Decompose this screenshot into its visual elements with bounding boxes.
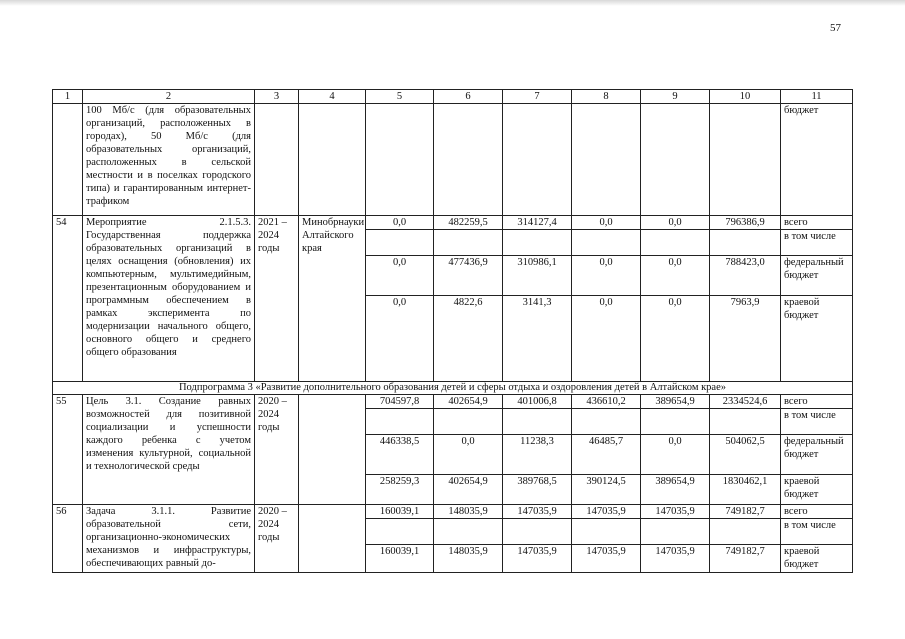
value-cell: 160039,1 <box>366 505 434 519</box>
row-number: 55 <box>53 395 83 505</box>
value-cell: 11238,3 <box>503 435 572 475</box>
value-cell <box>572 519 641 545</box>
value-cell: 147035,9 <box>641 505 710 519</box>
funding-source: краевой бюджет <box>781 475 853 505</box>
subprogram-row <box>53 382 853 395</box>
value-cell <box>434 409 503 435</box>
table-row <box>53 104 853 216</box>
value-cell: 477436,9 <box>434 256 503 296</box>
row-description: Задача 3.1.1. Развитие образовательной сети, организационно-экономических механизмов и инфраструктуры, обеспечивающих равный до- <box>83 505 255 573</box>
value-cell: 446338,5 <box>366 435 434 475</box>
value-cell: 310986,1 <box>503 256 572 296</box>
value-cell: 389768,5 <box>503 475 572 505</box>
value-cell: 7963,9 <box>710 296 781 382</box>
header-cell: 9 <box>641 90 710 104</box>
value-cell: 160039,1 <box>366 545 434 573</box>
value-cell <box>434 519 503 545</box>
row-number: 54 <box>53 216 83 382</box>
header-cell: 1 <box>53 90 83 104</box>
value-cell: 3141,3 <box>503 296 572 382</box>
value-cell: 749182,7 <box>710 505 781 519</box>
value-cell: 0,0 <box>641 256 710 296</box>
value-cell: 147035,9 <box>503 505 572 519</box>
row-description: Цель 3.1. Создание равных возможностей для позитивной социализации и успешности каждого ребенка с учетом изменения культурной, социальной и технологической среды <box>83 395 255 505</box>
header-cell: 2 <box>83 90 255 104</box>
header-cell: 10 <box>710 90 781 104</box>
funding-source: федеральный бюджет <box>781 435 853 475</box>
value-cell: 0,0 <box>572 296 641 382</box>
funding-source: краевой бюджет <box>781 296 853 382</box>
value-cell <box>572 409 641 435</box>
funding-source: краевой бюджет <box>781 545 853 573</box>
row-executor <box>299 395 366 505</box>
value-cell: 402654,9 <box>434 475 503 505</box>
row-description: 100 Мб/с (для образовательных организаций, расположенных в городах), 50 Мб/с (для образовательных организаций, расположенных в сельской местности и в поселках городского типа) и гарантированным интернет-трафиком <box>83 104 255 216</box>
funding-source: всего <box>781 505 853 519</box>
subprogram-title: Подпрограмма 3 «Развитие дополнительного образования детей и сферы отдыха и оздоровления детей в Алтайском крае» <box>53 382 853 395</box>
value-cell: 482259,5 <box>434 216 503 230</box>
value-cell <box>366 230 434 256</box>
funding-source: в том числе <box>781 409 853 435</box>
row-years: 2020 – 2024 годы <box>255 505 299 573</box>
header-cell: 11 <box>781 90 853 104</box>
value-cell: 0,0 <box>366 216 434 230</box>
value-cell <box>503 230 572 256</box>
header-cell: 4 <box>299 90 366 104</box>
value-cell <box>710 519 781 545</box>
value-cell: 314127,4 <box>503 216 572 230</box>
value-cell: 0,0 <box>572 216 641 230</box>
value-cell: 148035,9 <box>434 545 503 573</box>
header-cell: 6 <box>434 90 503 104</box>
row-description: Мероприятие 2.1.5.3. Государственная поддержка образовательных организаций в целях оснащения (обновления) их компьютерным, мультимедийным, презентационным оборудованием и программным обеспечением в рамках эксперимента по модернизации начального общего, основного общего и среднего общего образования <box>83 216 255 382</box>
table-row <box>53 216 853 230</box>
value-cell: 0,0 <box>366 296 434 382</box>
header-cell: 5 <box>366 90 434 104</box>
funding-source: всего <box>781 216 853 230</box>
value-cell <box>641 519 710 545</box>
scan-shadow <box>0 0 905 6</box>
value-cell: 0,0 <box>572 256 641 296</box>
row-executor: Минобрнауки Алтайского края <box>299 216 366 382</box>
value-cell: 147035,9 <box>503 545 572 573</box>
value-cell <box>503 409 572 435</box>
value-cell: 147035,9 <box>641 545 710 573</box>
header-row <box>53 90 853 104</box>
value-cell <box>572 230 641 256</box>
page-number: 57 <box>830 22 841 34</box>
table-row <box>53 505 853 519</box>
value-cell: 749182,7 <box>710 545 781 573</box>
value-cell: 390124,5 <box>572 475 641 505</box>
value-cell: 796386,9 <box>710 216 781 230</box>
table-row <box>53 395 853 409</box>
value-cell: 258259,3 <box>366 475 434 505</box>
header-cell: 3 <box>255 90 299 104</box>
value-cell: 788423,0 <box>710 256 781 296</box>
value-cell: 0,0 <box>366 256 434 296</box>
value-cell: 4822,6 <box>434 296 503 382</box>
value-cell <box>366 519 434 545</box>
value-cell: 2334524,6 <box>710 395 781 409</box>
value-cell: 402654,9 <box>434 395 503 409</box>
value-cell: 147035,9 <box>572 545 641 573</box>
value-cell: 0,0 <box>434 435 503 475</box>
funding-source: федеральный бюджет <box>781 256 853 296</box>
budget-table <box>52 89 853 573</box>
value-cell: 147035,9 <box>572 505 641 519</box>
funding-source: в том числе <box>781 230 853 256</box>
value-cell: 148035,9 <box>434 505 503 519</box>
value-cell <box>641 409 710 435</box>
value-cell <box>710 230 781 256</box>
funding-source: всего <box>781 395 853 409</box>
value-cell <box>641 230 710 256</box>
value-cell <box>503 519 572 545</box>
value-cell: 504062,5 <box>710 435 781 475</box>
header-cell: 7 <box>503 90 572 104</box>
value-cell: 0,0 <box>641 296 710 382</box>
value-cell <box>434 230 503 256</box>
value-cell: 704597,8 <box>366 395 434 409</box>
value-cell: 436610,2 <box>572 395 641 409</box>
value-cell <box>366 409 434 435</box>
value-cell: 46485,7 <box>572 435 641 475</box>
value-cell: 389654,9 <box>641 475 710 505</box>
value-cell: 401006,8 <box>503 395 572 409</box>
value-cell: 0,0 <box>641 216 710 230</box>
value-cell <box>710 409 781 435</box>
row-years: 2020 – 2024 годы <box>255 395 299 505</box>
funding-source: бюджет <box>781 104 853 216</box>
header-cell: 8 <box>572 90 641 104</box>
row-executor <box>299 505 366 573</box>
row-number: 56 <box>53 505 83 573</box>
value-cell: 1830462,1 <box>710 475 781 505</box>
row-years: 2021 – 2024 годы <box>255 216 299 382</box>
funding-source: в том числе <box>781 519 853 545</box>
value-cell: 389654,9 <box>641 395 710 409</box>
value-cell: 0,0 <box>641 435 710 475</box>
